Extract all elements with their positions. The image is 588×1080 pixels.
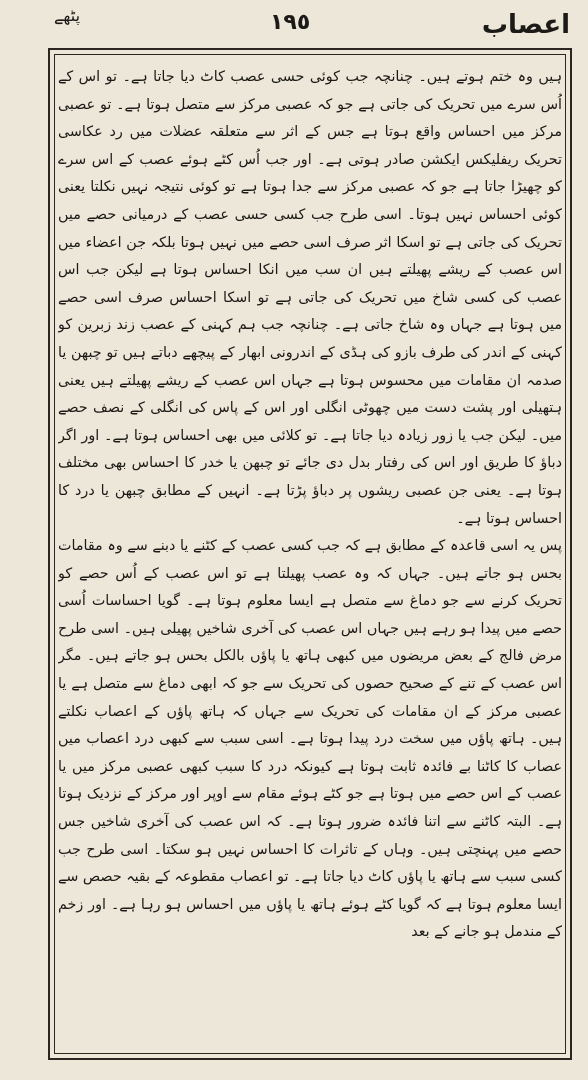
paragraph-2: پس یہ اسی قاعدہ کے مطابق ہے کہ جب کسی عصب کے کٹنے یا دبنے سے وہ مقامات بحس ہو جاتے ہیں۔ جہاں کہ وہ عصب پھیلتا ہے تو اس عصب کے اُس حصے کو تحریک کرنے سے جو دماغ سے متصل ہے ایسا معلوم ہوتا ہے۔ گویا احساسات اُسی حصے میں پیدا ہو رہے ہیں جہاں اس عصب کی آخری شاخیں پھیلی ہیں۔ اسی طرح مرض فالج کے بعض مریضوں میں کبھی ہاتھ یا پاؤں بالکل بحس ہو جاتے ہیں۔ مگر اس عصب کے تنے کے صحیح حصوں کی تحریک سے جو کہ ابھی دماغ سے متصل ہے یا عصبی مرکز کے ان مقامات کی تحریک سے جہاں کہ ہاتھ پاؤں کے اعصاب نکلتے ہیں۔ ہاتھ پاؤں میں سخت درد پیدا ہوتا ہے۔ اسی سبب سے کبھی درد اعصاب میں عصاب کا کاٹنا بے فائدہ ثابت ہوتا ہے کیونکہ درد کا سبب کبھی عصبی مرکز میں یا عصب کے اس حصے میں ہوتا ہے جو کٹے ہوئے مقام سے اوپر اور مرکز کے نزدیک ہوتا ہے۔ البتہ کاٹنے سے اتنا فائدہ ضرور ہوتا ہے۔ کہ اس عصب کی آخری شاخیں جس حصے میں پہنچتی ہیں۔ وہاں کے تاثرات کا احساس نہیں ہو سکتا۔ اسی طرح جب کسی سبب سے ہاتھ یا پاؤں کاٹ دیا جاتا ہے۔ تو اعصاب مقطوعہ کے بقیہ حصص سے ایسا معلوم ہوتا ہے کہ گویا کٹے ہوئے ہاتھ یا پاؤں میں احساس ہو رہا ہے۔ اور زخم کے مندمل ہو جانے کے بعد	[58, 538, 562, 941]
body-text	[58, 64, 562, 1049]
chapter-title: اعصاب	[481, 10, 570, 40]
page-number: ١٩٥	[270, 10, 311, 35]
paragraph-1: ہیں وہ ختم ہوتے ہیں۔ چنانچہ جب کوئی حسی عصب کاٹ دیا جاتا ہے۔ تو اس کے اُس سرے میں تحریک کی جاتی ہے جو کہ عصبی مرکز سے متصل ہوتا ہے۔ تو عصبی مرکز میں احساس واقع ہوتا ہے جس کے اثر سے متعلقہ عضلات میں رد عکاسی تحریک ریفلیکس ایکشن صادر ہوتی ہے۔ اور جب اُس کٹے ہوئے عصب کے اس سرے کو چھیڑا جاتا ہے جو کہ عصبی مرکز سے جدا ہوتا ہے تو کوئی نتیجہ نہیں نکلتا یعنی کوئی احساس نہیں ہوتا۔ اسی طرح جب کسی حسی عصب کے درمیانی حصے میں تحریک کی جاتی ہے تو اسکا اثر صرف اسی حصے میں نہیں ہوتا بلکہ جن اعضاء میں اس عصب کے ریشے پھیلتے ہیں ان سب میں انکا احساس ہوتا ہے لیکن جب اس عصب کی کسی شاخ میں تحریک کی جاتی ہے تو اسکا احساس صرف اسی حصے میں ہوتا ہے جہاں وہ شاخ جاتی ہے۔ چنانچہ جب ہم کہنی کے عصب زند زبرین کو کہنی کے اندر کی طرف بازو کی ہڈی کے اندرونی ابھار کے پیچھے دباتے ہیں تو چبھن یا صدمہ ان مقامات میں محسوس ہوتا ہے جہاں اس عصب کے ریشے پھیلتے ہیں یعنی ہتھیلی اور پشت دست میں چھوٹی انگلی اور اس کے پاس کی انگلی کے نصف حصے میں۔ لیکن جب یا زور زیادہ دیا جاتا ہے۔ تو کلائی میں بھی احساس ہوتا ہے۔ اور اگر دباؤ کا طریق اور اس کی رفتار بدل دی جائے تو چبھن یا خدر کا احساس بھی مختلف ہوتا ہے۔ یعنی جن عصبی ریشوں پر دباؤ پڑتا ہے۔ انہیں کے مطابق چبھن یا درد کا احساس ہوتا ہے۔	[58, 69, 562, 527]
running-head-left: پٹھے	[54, 6, 81, 25]
